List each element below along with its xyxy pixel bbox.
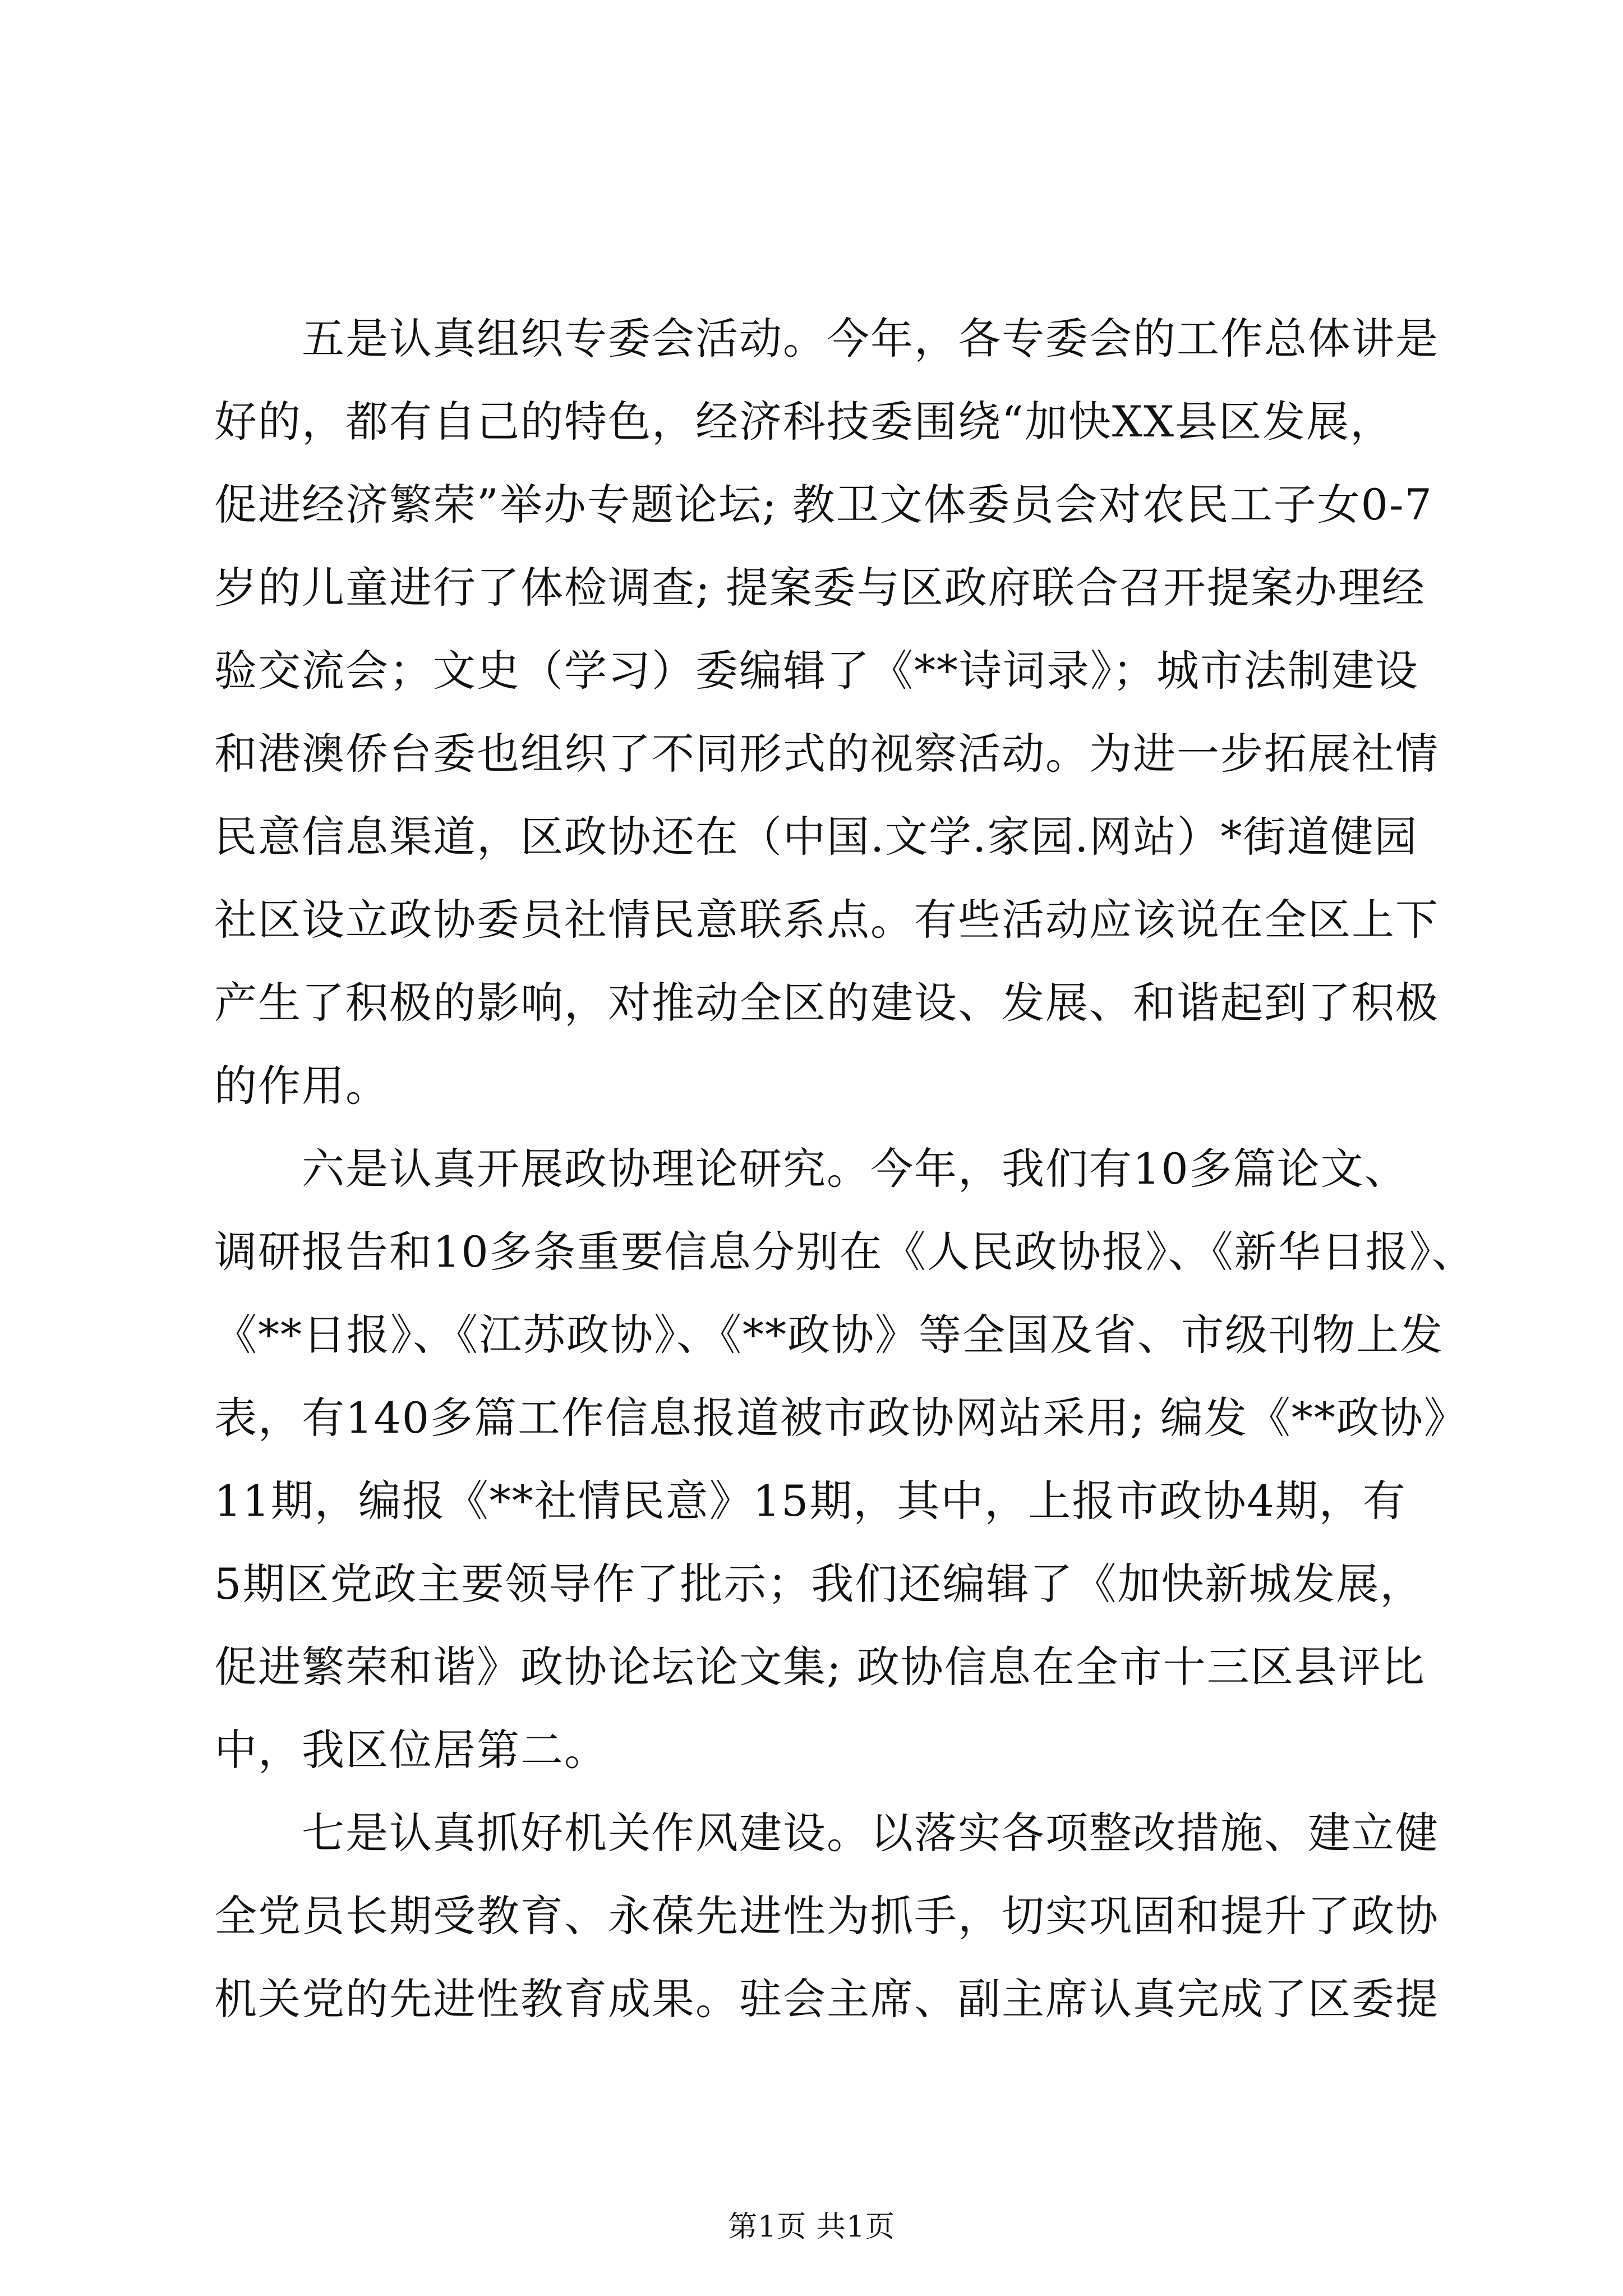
text-line: 六是认真开展政协理论研究。今年，我们有10多篇论文、 bbox=[302, 1144, 1408, 1194]
text-line: 5期区党政主要领导作了批示；我们还编辑了《加快新城发展， bbox=[214, 1559, 1424, 1609]
text-line: 产生了积极的影响，对推动全区的建设、发展、和谐起到了积极 bbox=[214, 978, 1439, 1028]
paragraph-six bbox=[214, 1128, 1476, 1792]
page-footer: 第1页 共1页 bbox=[728, 2210, 895, 2244]
document-body bbox=[214, 297, 1476, 2041]
text-line: 促进繁荣和谐》政协论坛论文集; 政协信息在全市十三区县评比 bbox=[214, 1642, 1426, 1692]
text-line: 社区设立政协委员社情民意联系点。有些活动应该说在全区上下 bbox=[214, 895, 1439, 945]
paragraph-seven bbox=[214, 1792, 1439, 2041]
text-line: 五是认真组织专委会活动。今年，各专委会的工作总体讲是 bbox=[302, 314, 1439, 364]
text-line: 好的，都有自己的特色，经济科技委围绕“加快XX县区发展， bbox=[214, 397, 1394, 447]
text-line: 全党员长期受教育、永葆先进性为抓手，切实巩固和提升了政协 bbox=[214, 1891, 1439, 1941]
text-line: 验交流会；文史（学习）委编辑了《**诗词录》；城市法制建设 bbox=[214, 646, 1419, 696]
text-line: 民意信息渠道，区政协还在（中国.文学.家园.网站）*街道健园 bbox=[214, 812, 1418, 862]
text-line: 促进经济繁荣”举办专题论坛; 教卫文体委员会对农民工子女0-7 bbox=[214, 480, 1433, 530]
text-line: 岁的儿童进行了体检调查; 提案委与区政府联合召开提案办理经 bbox=[214, 563, 1426, 613]
text-line: 中，我区位居第二。 bbox=[214, 1725, 608, 1775]
text-line: 和港澳侨台委也组织了不同形式的视察活动。为进一步拓展社情 bbox=[214, 729, 1439, 779]
text-line: 调研报告和10多条重要信息分别在《人民政协报》、《新华日报》、 bbox=[214, 1227, 1476, 1277]
text-line: 11期，编报《**社情民意》15期，其中，上报市政协4期，有 bbox=[214, 1476, 1407, 1526]
text-line: 七是认真抓好机关作风建设。以落实各项整改措施、建立健 bbox=[302, 1808, 1439, 1858]
text-line: 《**日报》、《江苏政协》、《**政协》等全国及省、市级刊物上发 bbox=[214, 1310, 1444, 1360]
text-line: 表，有140多篇工作信息报道被市政协网站采用; 编发《**政协》 bbox=[214, 1393, 1468, 1443]
text-line: 的作用。 bbox=[214, 1061, 389, 1111]
text-line: 机关党的先进性教育成果。驻会主席、副主席认真完成了区委提 bbox=[214, 1974, 1439, 2024]
paragraph-five bbox=[214, 297, 1439, 1128]
